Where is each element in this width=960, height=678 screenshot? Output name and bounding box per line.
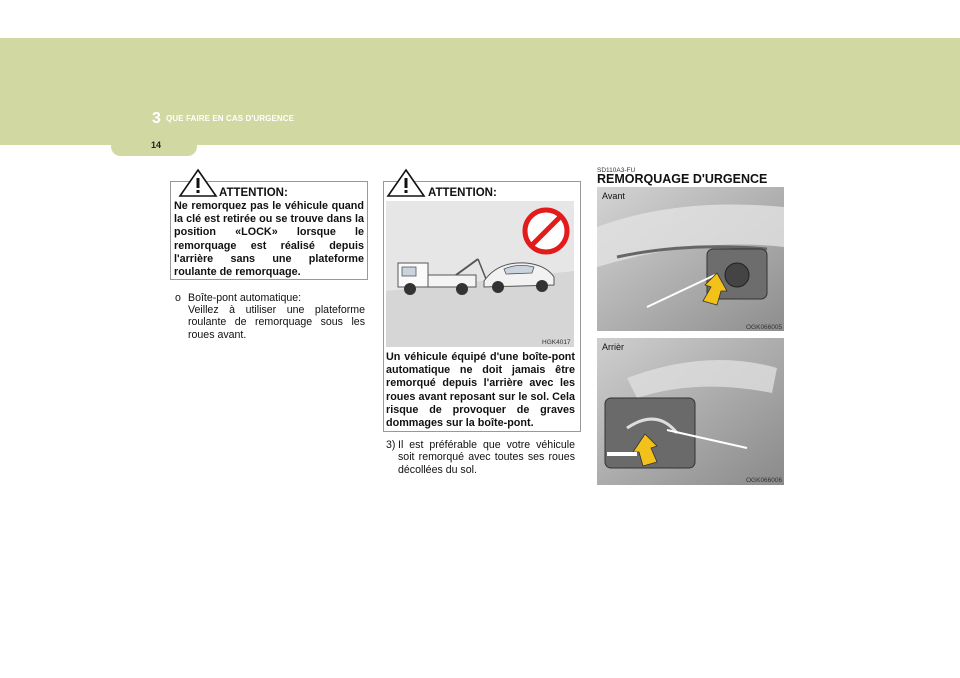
chapter-title: QUE FAIRE EN CAS D'URGENCE [166,114,295,123]
header-band [0,38,960,145]
bullet-lead: Boîte-pont automatique: [188,292,302,304]
tow-truck-illustration [386,201,574,347]
rear-tow-hook-photo [597,338,784,485]
warning-text-left: Ne remorquez pas le véhicule quand la clé est retirée ou se trouve dans la position «LOCK» lorsque le remorquage est réalisé depuis l'arrière sans une plateforme roulante de remorquage. [174,200,364,279]
warning-text-middle: Un véhicule équipé d'une boîte-pont automatique ne doit jamais être remorqué depuis l'arrière avec les roues avant reposant sur le sol. Cela risque de provoquer de graves dommages sur la boîte-pont. [386,351,575,430]
bullet-marker: o [175,292,181,304]
chapter-number: 3 [152,110,161,127]
photo-label-front: Avant [602,191,625,201]
warning-triangle-icon [178,168,218,198]
warning-triangle-icon [386,168,426,198]
bullet-text: Veillez à utiliser une plateforme roulante de remorquage sous les roues avant. [188,304,365,341]
front-tow-hook-photo [597,187,784,331]
item-text: Il est préférable que votre véhicule soit remorqué avec toutes ses roues décollées du sol. [398,439,575,476]
photo-code-rear: OGK066006 [746,477,783,484]
image-code-middle: HGK4017 [542,339,571,346]
item-number: 3) [386,439,396,451]
photo-label-rear: Arrièr [602,342,624,352]
warning-title-middle: ATTENTION: [428,187,497,199]
warning-title-left: ATTENTION: [219,187,288,199]
page-number: 14 [151,140,162,150]
section-code: SD110A3-FU [597,167,636,174]
section-title: REMORQUAGE D'URGENCE [597,172,768,186]
photo-code-front: OGK066005 [746,324,783,331]
